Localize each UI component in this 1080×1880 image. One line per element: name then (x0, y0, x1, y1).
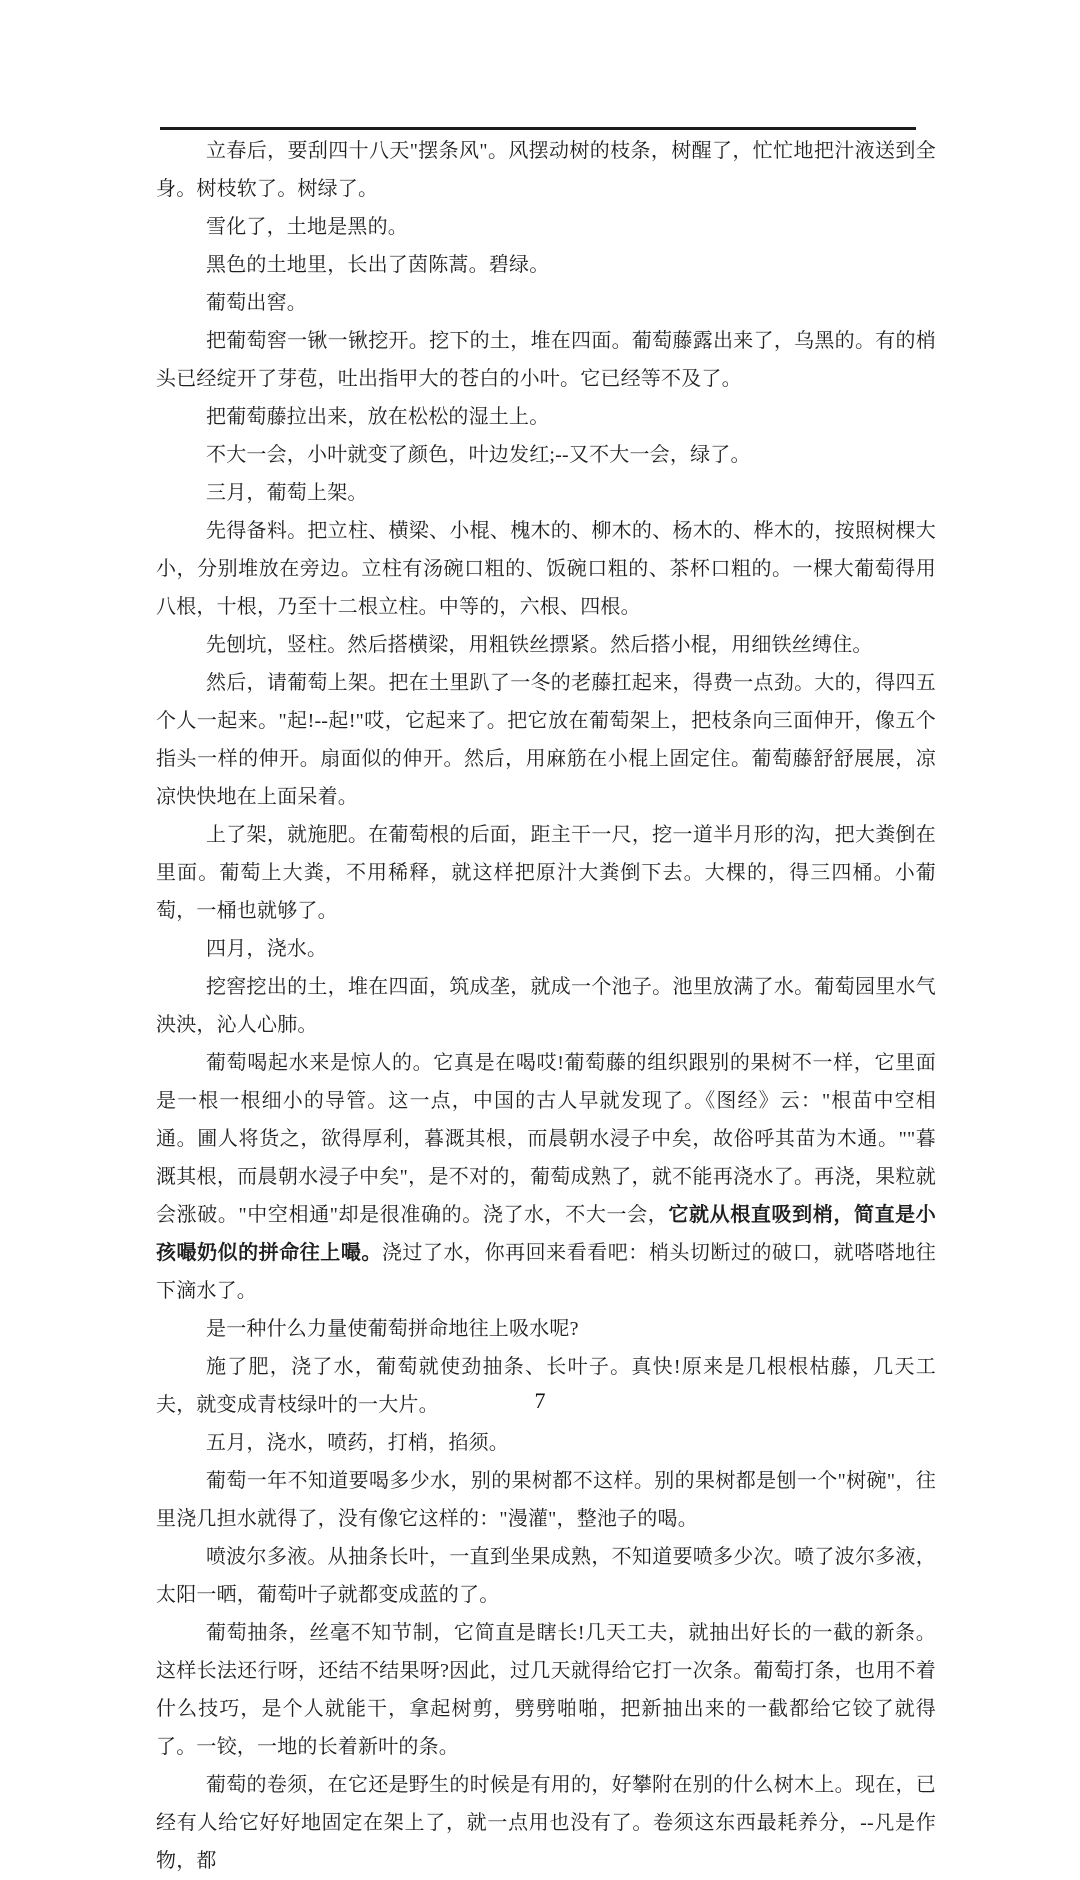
paragraph (156, 284, 936, 322)
body-text: 雪化了，土地是黑的。 (206, 216, 408, 238)
body-text: 是一种什么力量使葡萄拼命地往上吸水呢? (206, 1318, 579, 1340)
body-text: 浇过了水，你再回来看看吧：梢头切断过的破口，就嗒嗒地往下滴水了。 (156, 1242, 936, 1302)
emphasized-text: 它就从根直吸到梢，简直是小孩嘬奶似的拼命往上嘬。 (156, 1204, 936, 1264)
paragraph (156, 1766, 936, 1880)
paragraph (156, 816, 936, 930)
body-text: 然后，请葡萄上架。把在土里趴了一冬的老藤扛起来，得费一点劲。大的，得四五个人一起来。"起!--起!"哎，它起来了。把它放在葡萄架上，把枝条向三面伸开，像五个指头一样的伸开。扇面似的伸开。然后，用麻筋在小棍上固定住。葡萄藤舒舒展展，凉凉快快地在上面呆着。 (156, 672, 936, 808)
body-text: 喷波尔多液。从抽条长叶，一直到坐果成熟，不知道要喷多少次。喷了波尔多液，太阳一晒，葡萄叶子就都变成蓝的了。 (156, 1546, 936, 1606)
paragraph (156, 968, 936, 1044)
body-text: 把葡萄藤拉出来，放在松松的湿土上。 (206, 406, 550, 428)
body-text: 葡萄抽条，丝毫不知节制，它简直是瞎长!几天工夫，就抽出好长的一截的新条。这样长法还行呀，还结不结果呀?因此，过几天就得给它打一次条。葡萄打条，也用不着什么技巧，是个人就能干，拿起树剪，劈劈啪啪，把新抽出来的一截都给它铰了就得了。一铰，一地的长着新叶的条。 (156, 1622, 936, 1758)
paragraph (156, 626, 936, 664)
body-text: 三月，葡萄上架。 (206, 482, 368, 504)
body-text: 立春后，要刮四十八天"摆条风"。风摆动树的枝条，树醒了，忙忙地把汁液送到全身。树枝软了。树绿了。 (156, 140, 936, 200)
body-text: 挖窖挖出的土，堆在四面，筑成垄，就成一个池子。池里放满了水。葡萄园里水气泱泱，沁人心肺。 (156, 976, 936, 1036)
paragraph (156, 322, 936, 398)
paragraph (156, 246, 936, 284)
paragraph (156, 436, 936, 474)
paragraph (156, 474, 936, 512)
body-text: 先得备料。把立柱、横梁、小棍、槐木的、柳木的、杨木的、桦木的，按照树棵大小，分别堆放在旁边。立柱有汤碗口粗的、饭碗口粗的、茶杯口粗的。一棵大葡萄得用八根，十根，乃至十二根立柱。中等的，六根、四根。 (156, 520, 936, 618)
body-text: 先刨坑，竖柱。然后搭横梁，用粗铁丝摽紧。然后搭小棍，用细铁丝缚住。 (206, 634, 873, 656)
header-rule (160, 127, 916, 130)
paragraph (156, 1310, 936, 1348)
paragraph (156, 1044, 936, 1310)
paragraph (156, 398, 936, 436)
paragraph (156, 132, 936, 208)
body-text: 不大一会，小叶就变了颜色，叶边发红;--又不大一会，绿了。 (206, 444, 751, 466)
body-text: 葡萄喝起水来是惊人的。它真是在喝哎!葡萄藤的组织跟别的果树不一样，它里面是一根一根细小的导管。这一点，中国的古人早就发现了。《图经》云："根苗中空相通。圃人将货之，欲得厚利，暮溉其根，而晨朝水浸子中矣，故俗呼其苗为木通。""暮溉其根，而晨朝水浸子中矣"，是不对的，葡萄成熟了，就不能再浇水了。再浇，果粒就会涨破。"中空相通"却是很准确的。浇了水，不大一会， (156, 1052, 936, 1226)
paragraph (156, 664, 936, 816)
body-text: 上了架，就施肥。在葡萄根的后面，距主干一尺，挖一道半月形的沟，把大粪倒在里面。葡萄上大粪，不用稀释，就这样把原汁大粪倒下去。大棵的，得三四桶。小葡萄，一桶也就够了。 (156, 824, 936, 922)
body-text: 葡萄一年不知道要喝多少水，别的果树都不这样。别的果树都是刨一个"树碗"，往里浇几担水就得了，没有像它这样的："漫灌"，整池子的喝。 (156, 1470, 936, 1530)
body-text: 把葡萄窖一锹一锹挖开。挖下的土，堆在四面。葡萄藤露出来了，乌黑的。有的梢头已经绽开了芽苞，吐出指甲大的苍白的小叶。它已经等不及了。 (156, 330, 936, 390)
body-text: 五月，浇水，喷药，打梢，掐须。 (206, 1432, 509, 1454)
body-text: 葡萄出窖。 (206, 292, 307, 314)
paragraph (156, 208, 936, 246)
body-text: 黑色的土地里，长出了茵陈蒿。碧绿。 (206, 254, 550, 276)
body-text: 施了肥，浇了水，葡萄就使劲抽条、长叶子。真快!原来是几根根枯藤，几天工夫，就变成青枝绿叶的一大片。 (156, 1356, 936, 1416)
body-text: 葡萄的卷须，在它还是野生的时候是有用的，好攀附在别的什么树木上。现在，已经有人给它好好地固定在架上了，就一点用也没有了。卷须这东西最耗养分，--凡是作物，都 (156, 1774, 936, 1872)
paragraph (156, 1424, 936, 1462)
page-number: 7 (534, 1388, 546, 1413)
paragraph (156, 512, 936, 626)
paragraph (156, 1538, 936, 1614)
paragraph (156, 930, 936, 968)
body-text: 四月，浇水。 (206, 938, 328, 960)
text-block (156, 132, 936, 1880)
paragraph (156, 1614, 936, 1766)
